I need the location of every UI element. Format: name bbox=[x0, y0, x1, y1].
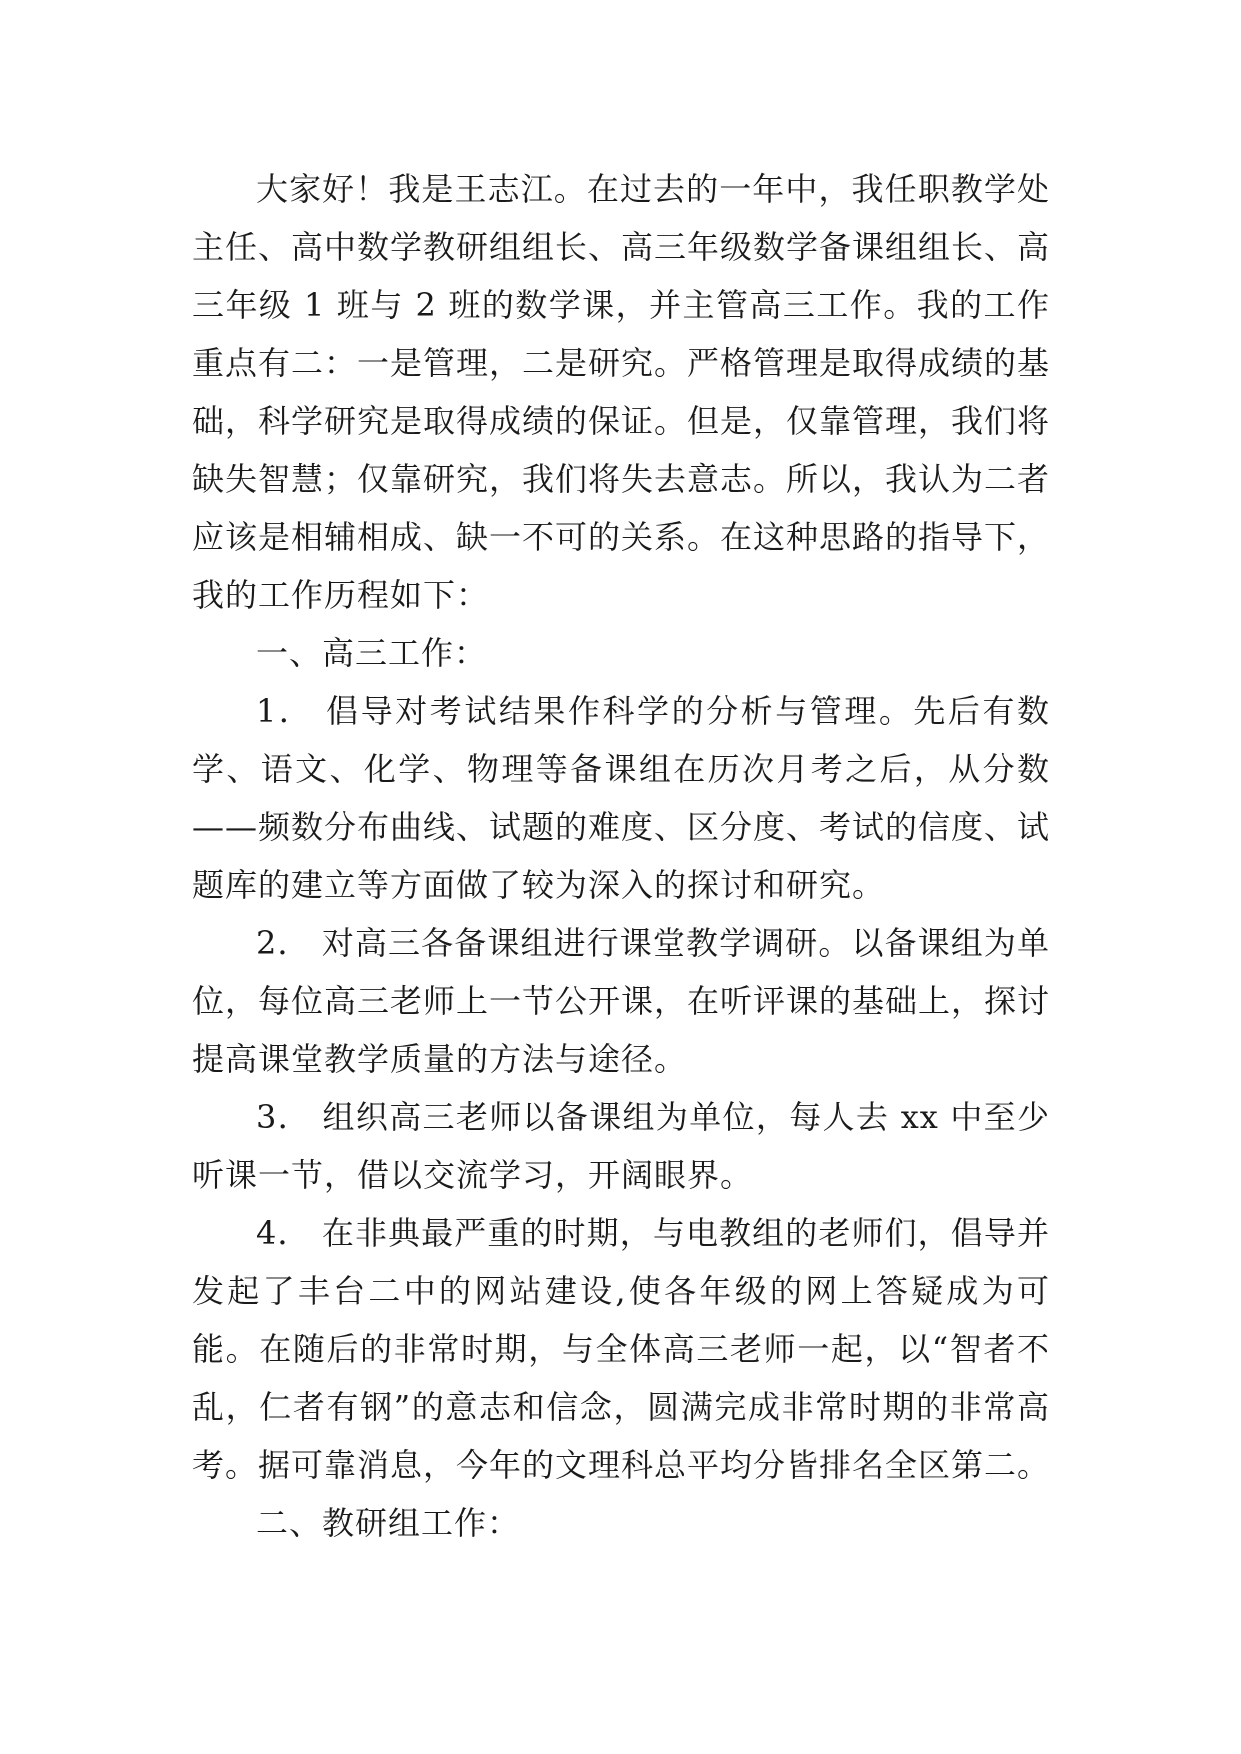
list-item-3: 3． 组织高三老师以备课组为单位，每人去 xx 中至少听课一节，借以交流学习，开阔眼界。 bbox=[192, 1098, 1050, 1194]
list-item-1: 1． 倡导对考试结果作科学的分析与管理。先后有数学、语文、化学、物理等备课组在历次月考之后，从分数——频数分布曲线、试题的难度、区分度、考试的信度、试题库的建立等方面做了较为深入的探讨和研究。 bbox=[192, 692, 1051, 904]
list-item-2: 2． 对高三各备课组进行课堂教学调研。以备课组为单位，每位高三老师上一节公开课，在听评课的基础上，探讨提高课堂教学质量的方法与途径。 bbox=[192, 924, 1051, 1078]
document-body bbox=[192, 160, 1050, 1552]
section-heading-research-group: 二、教研组工作： bbox=[256, 1504, 521, 1542]
section-heading-senior-three: 一、高三工作： bbox=[256, 634, 488, 672]
paragraph-intro: 大家好！我是王志江。在过去的一年中，我任职教学处主任、高中数学教研组组长、高三年级数学备课组组长、高三年级 1 班与 2 班的数学课，并主管高三工作。我的工作重点有二：一是管理，二是研究。严格管理是取得成绩的基础，科学研究是取得成绩的保证。但是，仅靠管理，我们将缺失智慧；仅靠研究，我们将失去意志。所以，我认为二者应该是相辅相成、缺一不可的关系。在这种思路的指导下，我的工作历程如下： bbox=[192, 170, 1051, 614]
list-item-4: 4． 在非典最严重的时期，与电教组的老师们，倡导并发起了丰台二中的网站建设,使各年级的网上答疑成为可能。在随后的非常时期，与全体高三老师一起，以“智者不乱，仁者有钢”的意志和信念，圆满完成非常时期的非常高考。据可靠消息，今年的文理科总平均分皆排名全区第二。 bbox=[192, 1214, 1051, 1484]
